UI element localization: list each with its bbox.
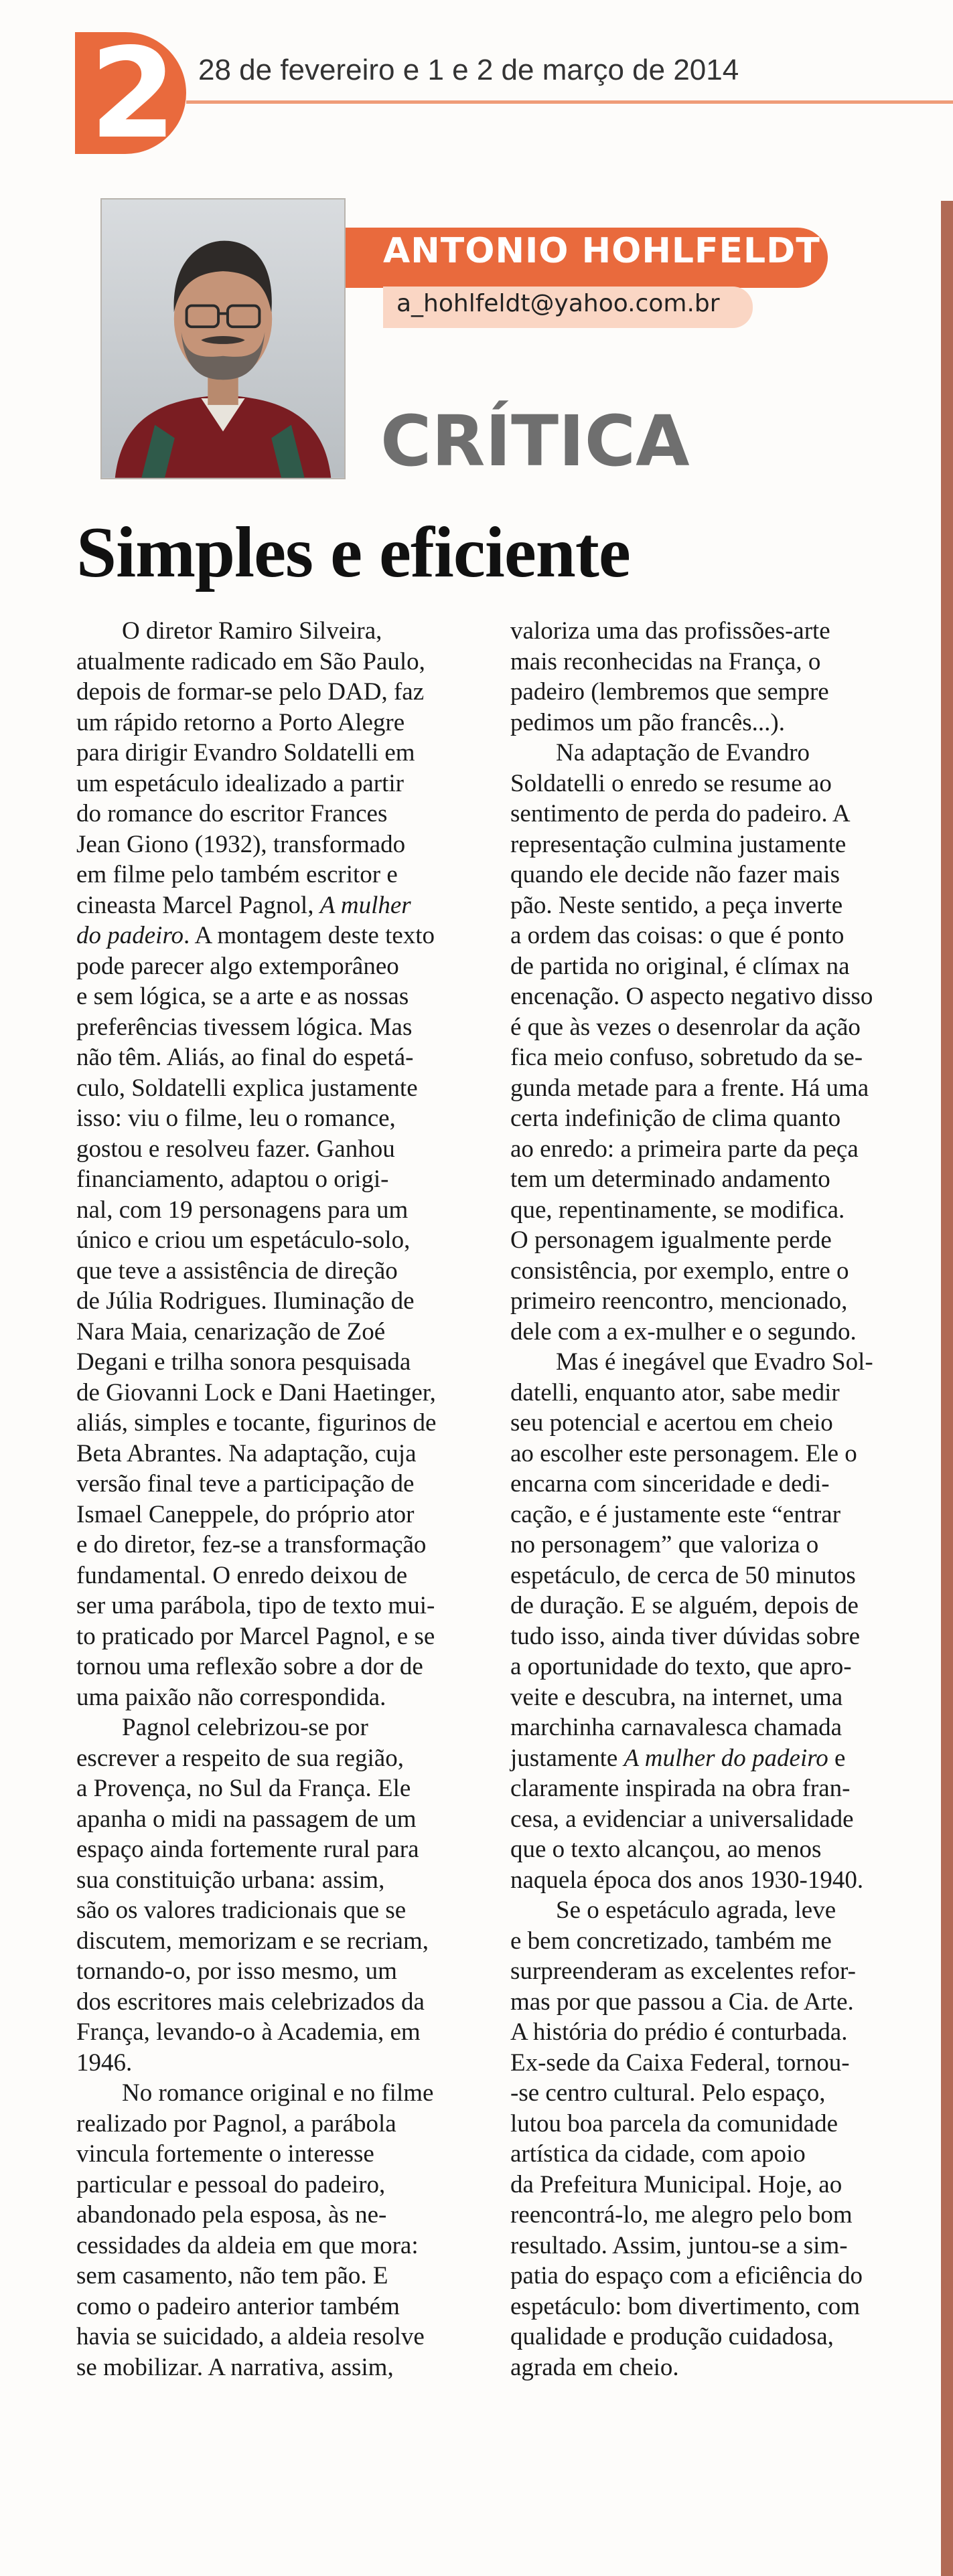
article-text: No romance original e no filme [122, 2079, 434, 2107]
article-text: é que às vezes o desenrolar da ação [510, 1013, 861, 1041]
article-line [510, 2261, 912, 2291]
article-line [76, 1134, 478, 1165]
article-text: que teve a assistência de direção [76, 1257, 398, 1285]
article-text: O personagem igualmente perde [510, 1226, 832, 1254]
article-line [510, 2291, 912, 2322]
article-text: uma paixão não correspondida. [76, 1683, 386, 1711]
article-line [510, 1164, 912, 1195]
article-line [76, 1378, 478, 1408]
article-line [510, 1347, 912, 1378]
article-text: Jean Giono (1932), transformado [76, 830, 406, 858]
article-line [510, 920, 912, 951]
article-line [510, 890, 912, 921]
page-edge-border [941, 201, 953, 2576]
article-line [510, 677, 912, 708]
article-text: espaço ainda fortemente rural para [76, 1836, 419, 1863]
article-line [76, 1469, 478, 1500]
article-line [76, 1560, 478, 1591]
article-text: Ex-sede da Caixa Federal, tornou- [510, 2048, 850, 2077]
article-text: veite e descubra, na internet, uma [510, 1683, 843, 1711]
article-text: pode parecer algo extemporâneo [76, 952, 399, 980]
article-text: culo, Soldatelli explica justamente [76, 1074, 418, 1102]
article-text: preferências tivessem lógica. Mas [76, 1013, 413, 1041]
article-line [510, 2139, 912, 2170]
article-text: qualidade e produção cuidadosa, [510, 2323, 834, 2350]
page-number-badge [75, 21, 186, 166]
article-text: pão. Neste sentido, a peça inverte [510, 891, 843, 919]
article-text: aliás, simples e tocante, figurinos de [76, 1409, 437, 1437]
article-line [510, 1134, 912, 1165]
section-label: CRÍTICA [380, 400, 690, 482]
article-line [510, 1926, 912, 1957]
author-name: ANTONIO HOHLFELDT [383, 231, 820, 271]
article-line [76, 1073, 478, 1104]
article-line [76, 2322, 478, 2352]
article-line [510, 1682, 912, 1713]
article-text: sem casamento, não tem pão. E [76, 2262, 388, 2289]
article-text: dos escritores mais celebrizados da [76, 1988, 425, 2016]
article-text: sentimento de perda do padeiro. A [510, 800, 851, 827]
article-line [76, 1164, 478, 1195]
article-line [76, 1439, 478, 1469]
article-line [76, 1712, 478, 1743]
issue-date: 28 de fevereiro e 1 e 2 de março de 2014 [198, 54, 739, 86]
article-column-right [510, 616, 912, 2383]
article-text: para dirigir Evandro Soldatelli em [76, 739, 415, 767]
article-text: O diretor Ramiro Silveira, [122, 617, 382, 645]
article-line [510, 860, 912, 890]
article-text: fundamental. O enredo deixou de [76, 1561, 408, 1589]
article-text: apanha o midi na passagem de um [76, 1805, 417, 1833]
article-line [510, 2322, 912, 2352]
article-line [510, 1469, 912, 1500]
article-line [76, 1042, 478, 1073]
article-text: isso: viu o filme, leu o romance, [76, 1105, 396, 1132]
article-text: resultado. Assim, juntou-se a sim- [510, 2231, 848, 2259]
article-line [76, 1530, 478, 1560]
article-line [76, 1195, 478, 1226]
article-line [510, 1621, 912, 1652]
article-line [76, 1865, 478, 1896]
article-line [510, 647, 912, 677]
article-line [510, 1804, 912, 1835]
article-text: padeiro (lembremos que sempre [510, 678, 829, 706]
article-line [510, 1560, 912, 1591]
article-line [510, 1042, 912, 1073]
article-line [510, 1103, 912, 1134]
article-text: espetáculo, de cerca de 50 minutos [510, 1561, 856, 1589]
article-text: tem um determinado andamento [510, 1165, 830, 1193]
article-text: sua constituição urbana: assim, [76, 1866, 385, 1894]
article-text: datelli, enquanto ator, sabe medir [510, 1378, 840, 1406]
article-line [510, 829, 912, 860]
article-text: to praticado por Marcel Pagnol, e se [76, 1622, 435, 1650]
article-line [510, 981, 912, 1012]
article-line [76, 2017, 478, 2048]
article-line [510, 1500, 912, 1530]
article-line [76, 1347, 478, 1378]
article-line [510, 2231, 912, 2261]
article-text: gostou e resolveu fazer. Ganhou [76, 1135, 395, 1163]
article-line [76, 2109, 478, 2140]
article-text: da Prefeitura Municipal. Hoje, ao [510, 2170, 842, 2198]
article-line [76, 1652, 478, 1682]
article-line [76, 2200, 478, 2231]
article-text: não têm. Aliás, ao final do espetá- [76, 1044, 414, 1071]
article-line [510, 1439, 912, 1469]
article-line [76, 829, 478, 860]
header-divider [186, 100, 953, 104]
article-text: ao escolher este personagem. Ele o [510, 1439, 857, 1467]
article-text: tornando-o, por isso mesmo, um [76, 1957, 397, 1985]
article-line [510, 1652, 912, 1682]
article-line [510, 1712, 912, 1743]
article-text: A história do prédio é conturbada. [510, 2018, 848, 2046]
article-text: Nara Maia, cenarização de Zoé [76, 1317, 386, 1346]
article-text: reencontrá-lo, me alegro pelo bom [510, 2201, 853, 2229]
article-line [510, 2170, 912, 2200]
article-text: fica meio confuso, sobretudo da se- [510, 1044, 863, 1071]
article-text: Mas é inegável que Evadro Sol- [556, 1348, 873, 1376]
article-text: no personagem” que valoriza o [510, 1531, 819, 1558]
article-text: havia se suicidado, a aldeia resolve [76, 2323, 425, 2350]
article-line [76, 738, 478, 769]
article-line [76, 1834, 478, 1865]
article-text: escrever a respeito de sua região, [76, 1744, 404, 1772]
article-line [76, 1682, 478, 1713]
article-text: a Provença, no Sul da França. Ele [76, 1775, 411, 1802]
article-text: França, levando-o à Academia, em [76, 2018, 421, 2046]
article-text: único e criou um espetáculo-solo, [76, 1226, 411, 1254]
article-line [76, 2139, 478, 2170]
article-line [76, 1225, 478, 1256]
article-line [510, 616, 912, 647]
article-text: do romance do escritor Frances [76, 800, 388, 827]
article-line [76, 1743, 478, 1774]
article-text: dele com a ex-mulher e o segundo. [510, 1317, 857, 1346]
article-line [76, 1286, 478, 1317]
article-line [76, 647, 478, 677]
article-text: cação, e é justamente este “entrar [510, 1500, 841, 1528]
article-line [510, 1256, 912, 1287]
author-portrait-icon [102, 199, 344, 478]
article-line [76, 2352, 478, 2383]
article-text: quando ele decide não fazer mais [510, 861, 840, 888]
article-text: A mulher [319, 891, 411, 919]
article-text: pedimos um pão francês...). [510, 708, 785, 736]
article-text: de Júlia Rodrigues. Iluminação de [76, 1287, 415, 1315]
article-text: claramente inspirada na obra fran- [510, 1775, 851, 1802]
author-email: a_hohlfeldt@yahoo.com.br [396, 290, 720, 317]
article-line [76, 981, 478, 1012]
article-text: gunda metade para a frente. Há uma [510, 1074, 869, 1102]
article-text: e [828, 1744, 846, 1772]
article-text: surpreenderam as excelentes refor- [510, 1957, 856, 1985]
article-text: Soldatelli o enredo se resume ao [510, 769, 832, 797]
article-text: Pagnol celebrizou-se por [122, 1714, 368, 1741]
article-line [510, 2352, 912, 2383]
article-line [76, 1926, 478, 1957]
article-text: financiamento, adaptou o origi- [76, 1165, 389, 1193]
article-text: versão final teve a participação de [76, 1470, 415, 1498]
article-text: de duração. E se alguém, depois de [510, 1592, 859, 1619]
article-line [76, 616, 478, 647]
article-line [76, 1773, 478, 1804]
article-line [76, 890, 478, 921]
article-line [510, 799, 912, 829]
article-line [76, 1317, 478, 1348]
article-line [76, 2261, 478, 2291]
article-line [76, 1256, 478, 1287]
article-text: depois de formar-se pelo DAD, faz [76, 678, 425, 706]
article-text: do padeiro [76, 922, 184, 949]
article-line [76, 1956, 478, 1987]
article-text: ser uma parábola, tipo de texto mui- [76, 1592, 435, 1619]
article-line [510, 1378, 912, 1408]
article-text: primeiro reencontro, mencionado, [510, 1287, 848, 1315]
article-text: e do diretor, fez-se a transformação [76, 1531, 427, 1558]
article-text: . A montagem deste texto [183, 922, 435, 949]
article-line [510, 1530, 912, 1560]
article-text: cessidades da aldeia em que mora: [76, 2231, 419, 2259]
article-text: cesa, a evidenciar a universalidade [510, 1805, 854, 1833]
article-line [510, 2048, 912, 2079]
article-line [76, 860, 478, 890]
article-line [76, 920, 478, 951]
article-text: e sem lógica, se a arte e as nossas [76, 983, 409, 1010]
article-line [76, 799, 478, 829]
article-line [510, 1834, 912, 1865]
article-line [76, 2231, 478, 2261]
article-line [76, 677, 478, 708]
article-text: de partida no original, é clímax na [510, 952, 850, 980]
article-text: espetáculo: bom divertimento, com [510, 2292, 860, 2320]
article-text: valoriza uma das profissões-arte [510, 617, 830, 645]
article-line [510, 1225, 912, 1256]
article-text: que o texto alcançou, ao menos [510, 1836, 822, 1863]
article-line [510, 1591, 912, 1621]
article-line [510, 1773, 912, 1804]
article-line [510, 951, 912, 982]
article-text: particular e pessoal do padeiro, [76, 2170, 386, 2198]
article-text: encarna com sinceridade e dedi- [510, 1470, 830, 1498]
article-text: a ordem das coisas: o que é ponto [510, 922, 845, 949]
article-text: se mobilizar. A narrativa, assim, [76, 2353, 394, 2381]
article-text: naquela época dos anos 1930-1940. [510, 1866, 864, 1894]
article-line [510, 1743, 912, 1774]
article-text: discutem, memorizam e se recriam, [76, 1927, 429, 1955]
article-text: agrada em cheio. [510, 2353, 679, 2381]
article-text: cineasta Marcel Pagnol, [76, 891, 320, 919]
article-line [510, 2078, 912, 2109]
article-line [510, 2200, 912, 2231]
article-text: vincula fortemente o interesse [76, 2140, 374, 2168]
article-text: tornou uma reflexão sobre a dor de [76, 1653, 423, 1680]
article-text: ao enredo: a primeira parte da peça [510, 1135, 859, 1163]
article-line [76, 1895, 478, 1926]
article-line [510, 1286, 912, 1317]
article-line [76, 1012, 478, 1043]
page-number: 2 [90, 21, 177, 166]
article-text: Se o espetáculo agrada, leve [556, 1897, 836, 1924]
article-line [76, 1500, 478, 1530]
article-line [510, 1987, 912, 2018]
article-text: que, repentinamente, se modifica. [510, 1196, 845, 1224]
article-line [76, 708, 478, 738]
article-line [76, 769, 478, 799]
article-text: realizado por Pagnol, a parábola [76, 2109, 396, 2138]
article-line [76, 2048, 478, 2079]
article-line [510, 1865, 912, 1896]
article-text: a oportunidade do texto, que apro- [510, 1653, 852, 1680]
article-text: tudo isso, ainda tiver dúvidas sobre [510, 1622, 861, 1650]
article-line [76, 2291, 478, 2322]
article-line [510, 738, 912, 769]
article-text: atualmente radicado em São Paulo, [76, 647, 425, 675]
article-text: em filme pelo também escritor e [76, 861, 398, 888]
article-text: Degani e trilha sonora pesquisada [76, 1348, 411, 1376]
article-text: encenação. O aspecto negativo disso [510, 983, 873, 1010]
article-text: um espetáculo idealizado a partir [76, 769, 405, 797]
article-text: justamente [510, 1744, 624, 1772]
article-line [76, 1804, 478, 1835]
article-text: abandonado pela esposa, às ne- [76, 2201, 387, 2229]
article-text: consistência, por exemplo, entre o [510, 1257, 849, 1285]
article-text: Na adaptação de Evandro [556, 739, 810, 767]
article-text: nal, com 19 personagens para um [76, 1196, 409, 1224]
article-text: Beta Abrantes. Na adaptação, cuja [76, 1439, 417, 1467]
article-line [76, 1621, 478, 1652]
article-line [510, 1895, 912, 1926]
headline: Simples e eficiente [76, 513, 630, 592]
article-text: como o padeiro anterior também [76, 2292, 400, 2320]
article-text: e bem concretizado, também me [510, 1927, 832, 1955]
article-text: um rápido retorno a Porto Alegre [76, 708, 405, 736]
article-text: marchinha carnavalesca chamada [510, 1714, 842, 1741]
article-line [76, 2170, 478, 2200]
article-line [76, 1103, 478, 1134]
article-text: A mulher do padeiro [624, 1744, 828, 1772]
article-line [510, 1012, 912, 1043]
article-text: são os valores tradicionais que se [76, 1897, 407, 1924]
article-text: -se centro cultural. Pelo espaço, [510, 2079, 826, 2107]
article-line [76, 1987, 478, 2018]
article-line [510, 708, 912, 738]
article-text: representação culmina justamente [510, 830, 847, 858]
article-text: seu potencial e acertou em cheio [510, 1409, 833, 1437]
article-line [76, 1591, 478, 1621]
article-text: de Giovanni Lock e Dani Haetinger, [76, 1378, 436, 1406]
article-line [510, 1317, 912, 1348]
article-line [510, 1195, 912, 1226]
author-photo [100, 198, 346, 479]
article-line [510, 1073, 912, 1104]
article-text: certa indefinição de clima quanto [510, 1105, 841, 1132]
article-line [510, 769, 912, 799]
article-line [510, 1408, 912, 1439]
article-text: lutou boa parcela da comunidade [510, 2109, 838, 2138]
article-line [76, 951, 478, 982]
article-line [76, 2078, 478, 2109]
article-text: artística da cidade, com apoio [510, 2140, 806, 2168]
article-text: Ismael Caneppele, do próprio ator [76, 1500, 415, 1528]
article-text: mas por que passou a Cia. de Arte. [510, 1988, 854, 2016]
article-text: mais reconhecidas na França, o [510, 647, 821, 675]
article-text: 1946. [76, 2048, 133, 2077]
article-line [510, 2017, 912, 2048]
article-line [76, 1408, 478, 1439]
article-line [510, 1956, 912, 1987]
article-column-left [76, 616, 478, 2383]
article-text: patia do espaço com a eficiência do [510, 2262, 863, 2289]
article-line [510, 2109, 912, 2140]
